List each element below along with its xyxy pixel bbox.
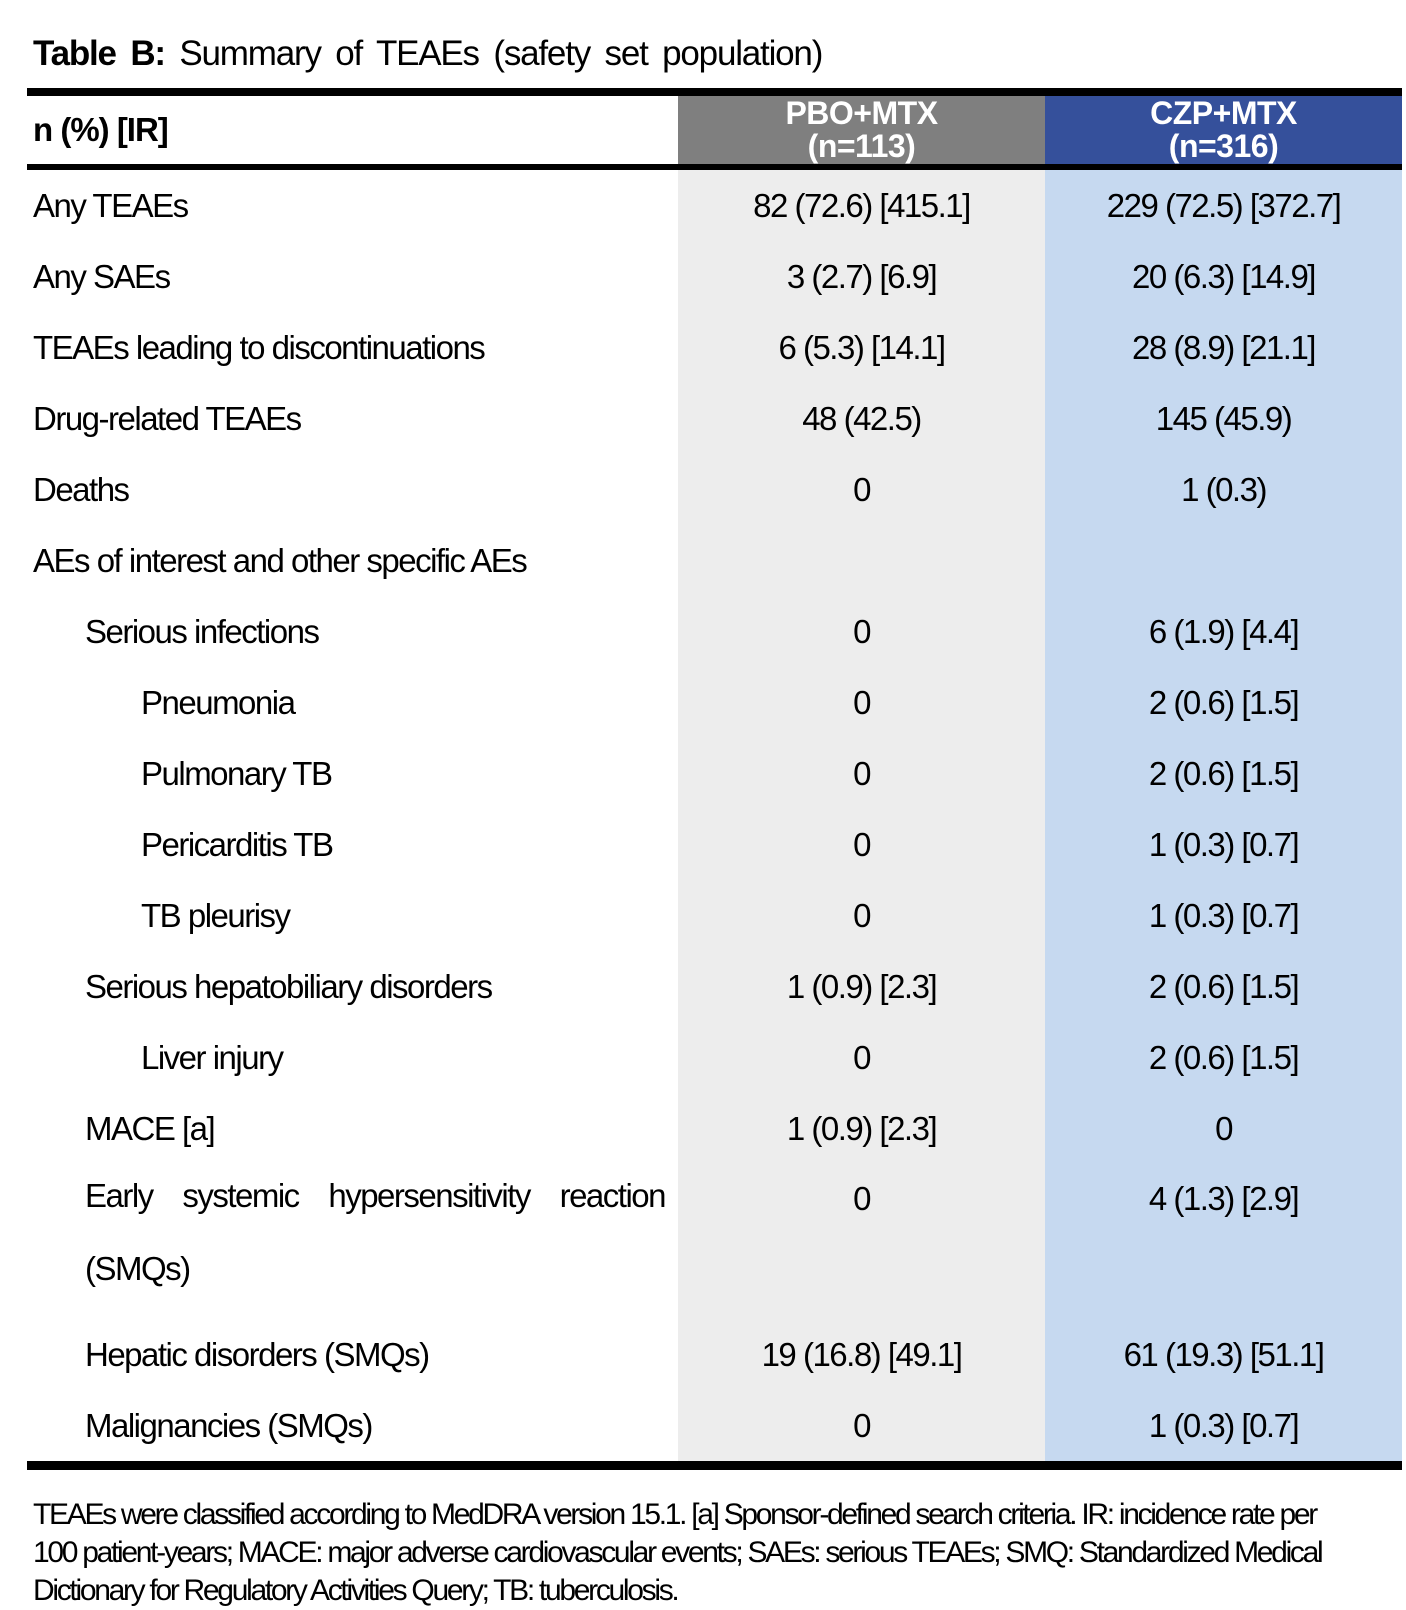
table-row xyxy=(27,241,1402,312)
row-label: Deaths xyxy=(27,454,678,525)
header-pbo xyxy=(678,92,1045,167)
value-pbo: 0 xyxy=(678,667,1045,738)
table-row xyxy=(27,809,1402,880)
value-pbo: 0 xyxy=(678,454,1045,525)
row-label: TEAEs leading to discontinuations xyxy=(27,312,678,383)
table-row xyxy=(27,1093,1402,1164)
header-row xyxy=(27,92,1402,167)
value-pbo: 0 xyxy=(678,880,1045,951)
row-label: MACE [a] xyxy=(27,1093,678,1164)
value-pbo: 1 (0.9) [2.3] xyxy=(678,1093,1045,1164)
table-row xyxy=(27,1319,1402,1390)
value-czp: 6 (1.9) [4.4] xyxy=(1045,596,1402,667)
value-czp: 28 (8.9) [21.1] xyxy=(1045,312,1402,383)
value-czp: 229 (72.5) [372.7] xyxy=(1045,167,1402,241)
value-pbo: 3 (2.7) [6.9] xyxy=(678,241,1045,312)
row-label: Any SAEs xyxy=(27,241,678,312)
table-row xyxy=(27,880,1402,951)
table-row xyxy=(27,1164,1402,1319)
header-pbo-line2: (n=113) xyxy=(807,128,916,164)
row-label-line1: Early systemic hypersensitivity reaction xyxy=(85,1177,665,1214)
value-czp: 4 (1.3) [2.9] xyxy=(1045,1164,1402,1319)
table-row xyxy=(27,738,1402,809)
header-pbo-line1: PBO+MTX xyxy=(785,95,938,131)
value-czp: 1 (0.3) [0.7] xyxy=(1045,809,1402,880)
row-label: Malignancies (SMQs) xyxy=(27,1390,678,1466)
table-row xyxy=(27,951,1402,1022)
footnote-line: Dictionary for Regulatory Activities Query; TB: tuberculosis. xyxy=(33,1574,678,1607)
footnote-line: TEAEs were classified according to MedDRA version 15.1. [a] Sponsor-defined search criteria. IR: incidence rate per xyxy=(33,1498,1316,1531)
header-czp-line1: CZP+MTX xyxy=(1150,95,1297,131)
value-czp: 2 (0.6) [1.5] xyxy=(1045,1022,1402,1093)
value-czp: 1 (0.3) [0.7] xyxy=(1045,880,1402,951)
row-label xyxy=(27,1164,678,1319)
value-pbo: 0 xyxy=(678,596,1045,667)
table-title-text: Summary of TEAEs (safety set population) xyxy=(164,34,823,73)
header-measure: n (%) [IR] xyxy=(27,92,678,167)
header-czp-line2: (n=316) xyxy=(1168,128,1279,164)
table-row xyxy=(27,525,1402,596)
table-row xyxy=(27,383,1402,454)
table-row xyxy=(27,1022,1402,1093)
value-czp: 1 (0.3) xyxy=(1045,454,1402,525)
value-pbo: 6 (5.3) [14.1] xyxy=(678,312,1045,383)
value-pbo: 0 xyxy=(678,1390,1045,1466)
value-pbo: 0 xyxy=(678,1022,1045,1093)
value-czp: 145 (45.9) xyxy=(1045,383,1402,454)
row-label: TB pleurisy xyxy=(27,880,678,951)
value-czp: 1 (0.3) [0.7] xyxy=(1045,1390,1402,1466)
row-label: Serious infections xyxy=(27,596,678,667)
value-pbo: 0 xyxy=(678,738,1045,809)
table-row xyxy=(27,1390,1402,1466)
footnote-line: 100 patient-years; MACE: major adverse cardiovascular events; SAEs: serious TEAEs; SMQ: Standardized Medical xyxy=(33,1536,1322,1569)
value-pbo: 19 (16.8) [49.1] xyxy=(678,1319,1045,1390)
value-czp: 0 xyxy=(1045,1093,1402,1164)
value-czp: 20 (6.3) [14.9] xyxy=(1045,241,1402,312)
table-row xyxy=(27,454,1402,525)
row-label: Pulmonary TB xyxy=(27,738,678,809)
row-label: Pericarditis TB xyxy=(27,809,678,880)
row-label: Hepatic disorders (SMQs) xyxy=(27,1319,678,1390)
row-label: Pneumonia xyxy=(27,667,678,738)
row-label-line2: (SMQs) xyxy=(85,1250,190,1287)
value-pbo: 48 (42.5) xyxy=(678,383,1045,454)
table-row xyxy=(27,312,1402,383)
table-title xyxy=(33,34,1406,74)
value-czp: 2 (0.6) [1.5] xyxy=(1045,738,1402,809)
value-czp: 2 (0.6) [1.5] xyxy=(1045,951,1402,1022)
table-row xyxy=(27,167,1402,241)
value-pbo: 82 (72.6) [415.1] xyxy=(678,167,1045,241)
value-pbo: 0 xyxy=(678,1164,1045,1319)
value-pbo xyxy=(678,525,1045,596)
row-label: AEs of interest and other specific AEs xyxy=(27,525,678,596)
value-czp: 2 (0.6) [1.5] xyxy=(1045,667,1402,738)
table-row xyxy=(27,596,1402,667)
row-label: Drug-related TEAEs xyxy=(27,383,678,454)
table-title-label: Table B: xyxy=(33,34,165,73)
footnote xyxy=(33,1496,1406,1610)
teae-summary-table xyxy=(27,88,1402,1470)
value-pbo: 0 xyxy=(678,809,1045,880)
value-czp xyxy=(1045,525,1402,596)
value-pbo: 1 (0.9) [2.3] xyxy=(678,951,1045,1022)
value-czp: 61 (19.3) [51.1] xyxy=(1045,1319,1402,1390)
row-label: Serious hepatobiliary disorders xyxy=(27,951,678,1022)
table-row xyxy=(27,667,1402,738)
row-label: Liver injury xyxy=(27,1022,678,1093)
header-czp xyxy=(1045,92,1402,167)
table-body xyxy=(27,167,1402,1466)
row-label: Any TEAEs xyxy=(27,167,678,241)
